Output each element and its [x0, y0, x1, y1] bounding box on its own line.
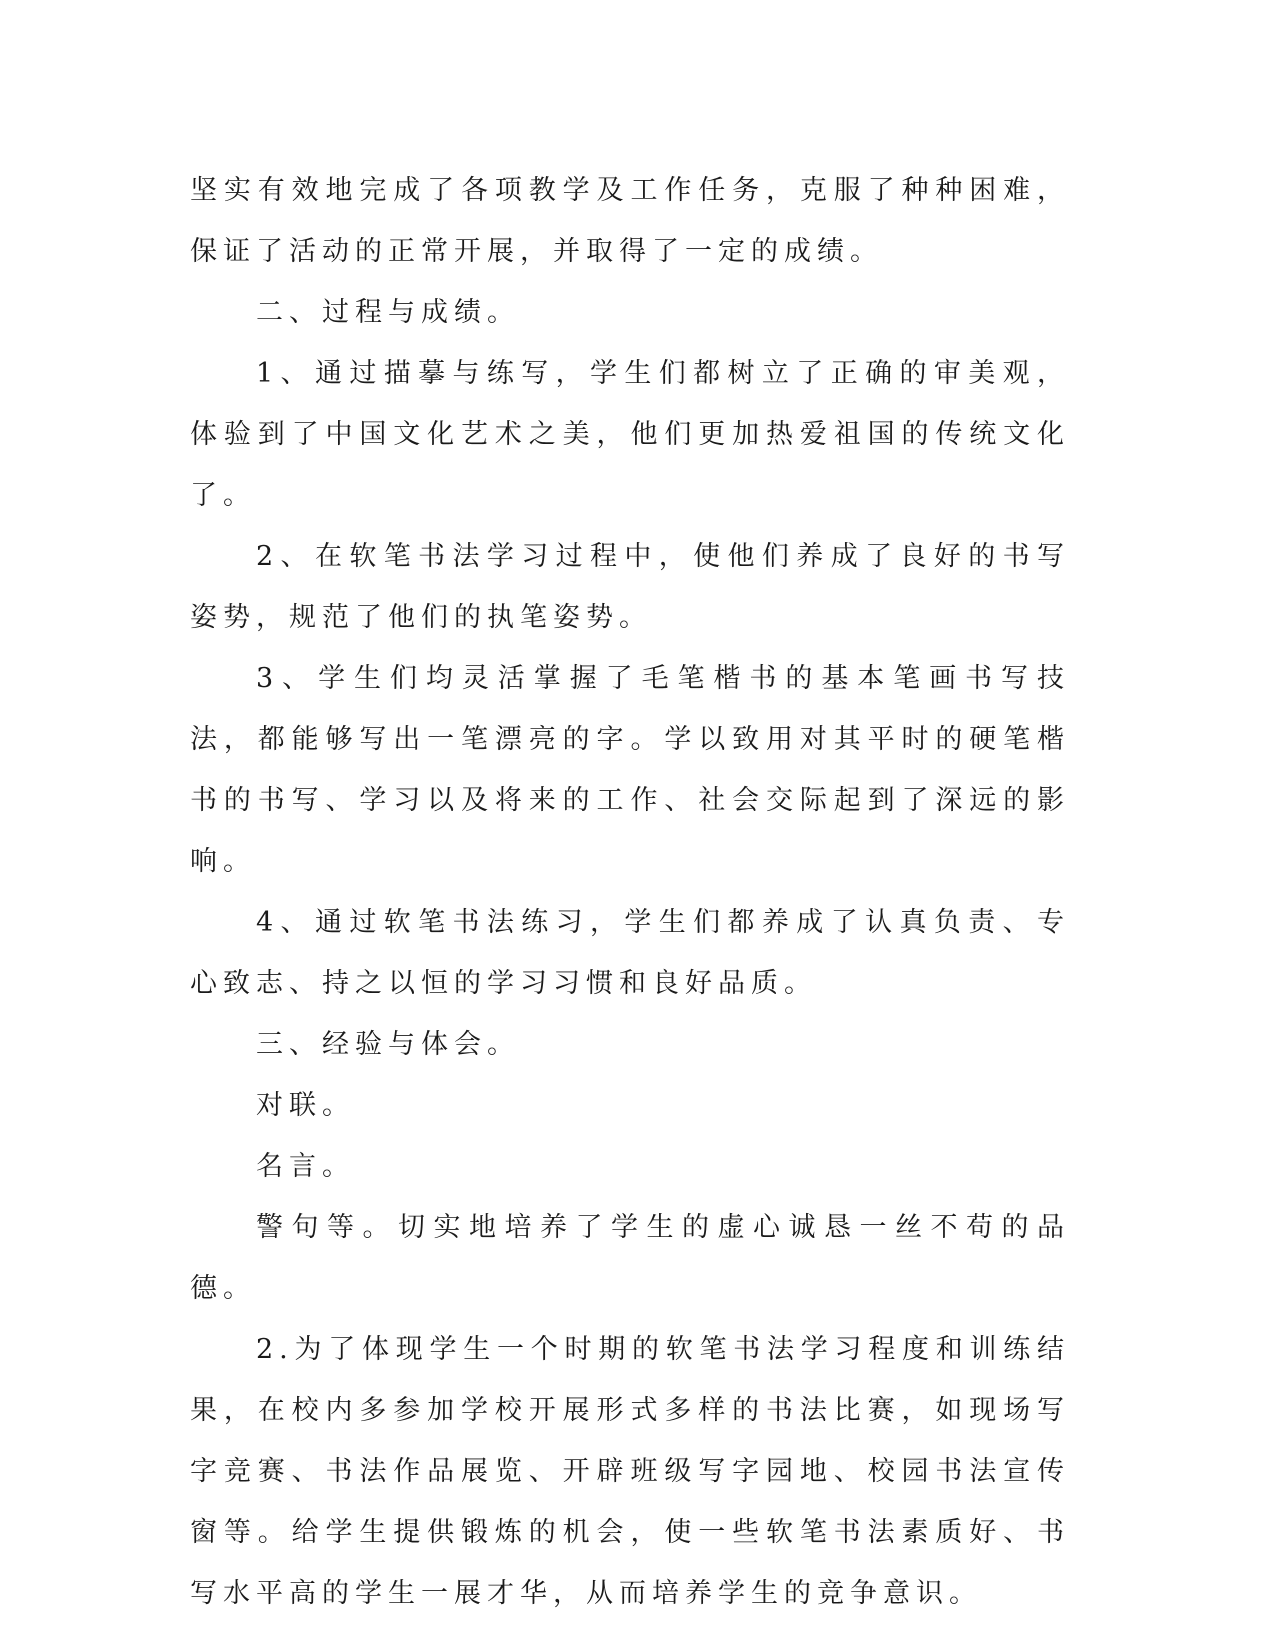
- document-body: [190, 160, 1070, 1624]
- paragraph-item-3: 3、学生们均灵活掌握了毛笔楷书的基本笔画书写技法，都能够写出一笔漂亮的字。学以致用对其平时的硬笔楷书的书写、学习以及将来的工作、社会交际起到了深远的影响。: [190, 663, 1070, 877]
- paragraph-item-2-competitions: 2.为了体现学生一个时期的软笔书法学习程度和训练结果，在校内多参加学校开展形式多样的书法比赛，如现场写字竞赛、书法作品展览、开辟班级写字园地、校园书法宣传窗等。给学生提供锻炼的机会，使一些软笔书法素质好、书写水平高的学生一展才华，从而培养学生的竞争意识。: [190, 1334, 1070, 1609]
- paragraph-couplets: 对联。: [256, 1090, 355, 1121]
- section-heading-experience: 三、经验与体会。: [256, 1029, 520, 1060]
- paragraph-item-1: 1、通过描摹与练写，学生们都树立了正确的审美观，体验到了中国文化艺术之美，他们更加热爱祖国的传统文化了。: [190, 358, 1070, 511]
- paragraph-quotes: 名言。: [256, 1151, 355, 1182]
- paragraph-continuation: 坚实有效地完成了各项教学及工作任务，克服了种种困难，保证了活动的正常开展，并取得了一定的成绩。: [190, 175, 1070, 267]
- paragraph-maxims: 警句等。切实地培养了学生的虚心诚恳一丝不苟的品德。: [190, 1212, 1070, 1304]
- section-heading-process: 二、过程与成绩。: [256, 297, 520, 328]
- paragraph-item-4: 4、通过软笔书法练习，学生们都养成了认真负责、专心致志、持之以恒的学习习惯和良好品质。: [190, 907, 1070, 999]
- paragraph-item-2: 2、在软笔书法学习过程中，使他们养成了良好的书写姿势，规范了他们的执笔姿势。: [190, 541, 1070, 633]
